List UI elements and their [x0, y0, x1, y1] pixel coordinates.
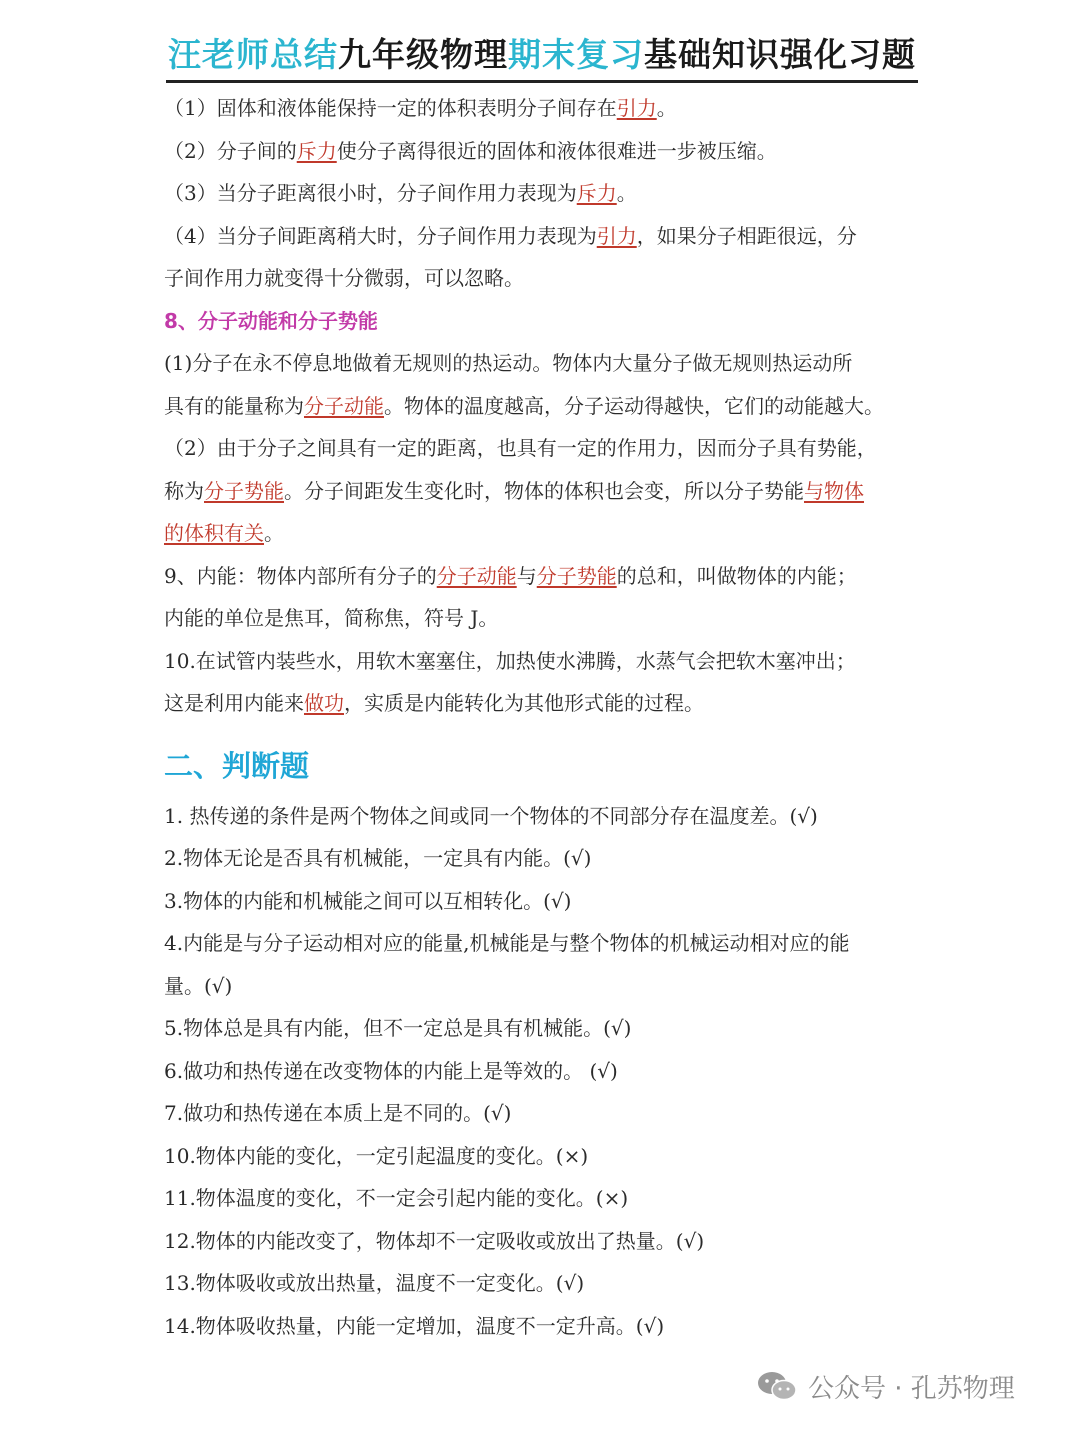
section-8-line: 的体积有关。: [164, 521, 284, 545]
answer-blank: 分子动能: [304, 394, 384, 418]
item-9-line: 内能的单位是焦耳，简称焦，符号 J。: [164, 606, 499, 630]
item-10-line: 这是利用内能来做功，实质是内能转化为其他形式能的过程。: [164, 691, 704, 715]
title-underline-divider: [166, 80, 918, 83]
answer-blank: 分子动能: [436, 564, 517, 588]
judge-item: 量。(√): [164, 974, 233, 998]
answer-blank: 引力: [596, 224, 637, 248]
answer-blank: 引力: [616, 96, 657, 120]
fill-line: （2）分子间的斥力使分子离得很近的固体和液体很难进一步被压缩。: [164, 139, 777, 163]
judge-item: 13.物体吸收或放出热量，温度不一定变化。(√): [164, 1271, 585, 1295]
answer-blank: 分子势能: [204, 479, 284, 503]
section-8-title: 8、分子动能和分子势能: [164, 309, 378, 333]
fill-line: 子间作用力就变得十分微弱，可以忽略。: [164, 266, 524, 290]
judge-item: 7.做功和热传递在本质上是不同的。(√): [164, 1101, 512, 1125]
title-part-grade: 九年级物理: [338, 35, 508, 74]
section-8-line: 称为分子势能。分子间距发生变化时，物体的体积也会变，所以分子势能与物体: [164, 479, 864, 503]
page-title: [166, 30, 918, 80]
answer-blank: 做功: [304, 691, 344, 715]
item-10-line: 10.在试管内装些水，用软木塞塞住，加热使水沸腾，水蒸气会把软木塞冲出；: [164, 649, 856, 673]
answer-blank: 与物体: [804, 479, 864, 503]
judge-item: 6.做功和热传递在改变物体的内能上是等效的。 (√): [164, 1059, 618, 1083]
title-part-topic: 基础知识强化习题: [644, 35, 916, 74]
answer-blank: 斥力: [576, 181, 617, 205]
section-8-line: （2）由于分子之间具有一定的距离，也具有一定的作用力，因而分子具有势能，: [164, 436, 877, 460]
fill-line: （3）当分子距离很小时，分子间作用力表现为斥力。: [164, 181, 637, 205]
item-9-line: 9、内能：物体内部所有分子的分子动能与分子势能的总和，叫做物体的内能；: [164, 564, 857, 588]
answer-blank: 分子势能: [536, 564, 617, 588]
wechat-icon: [756, 1369, 798, 1403]
judge-item: 14.物体吸收热量，内能一定增加，温度不一定升高。(√): [164, 1314, 665, 1338]
judge-item: 4.内能是与分子运动相对应的能量,机械能是与整个物体的机械运动相对应的能: [164, 931, 850, 955]
judge-item: 12.物体的内能改变了，物体却不一定吸收或放出了热量。(√): [164, 1229, 705, 1253]
judge-item: 1. 热传递的条件是两个物体之间或同一个物体的不同部分存在温度差。(√): [164, 804, 818, 828]
section-8-line: 具有的能量称为分子动能。物体的温度越高，分子运动得越快，它们的动能越大。: [164, 394, 884, 418]
title-part-review: 期末复习: [508, 35, 644, 74]
judge-section-heading: 二、判断题: [164, 749, 310, 783]
watermark: [756, 1366, 1015, 1406]
answer-blank: 斥力: [296, 139, 337, 163]
fill-line: （4）当分子间距离稍大时，分子间作用力表现为引力，如果分子相距很远，分: [164, 224, 857, 248]
watermark-text: 公众号 · 孔苏物理: [808, 1373, 1015, 1404]
answer-blank: 的体积有关: [164, 521, 264, 545]
judge-item: 11.物体温度的变化，不一定会引起内能的变化。(×): [164, 1186, 629, 1210]
section-8-line: (1)分子在永不停息地做着无规则的热运动。物体内大量分子做无规则热运动所: [164, 351, 853, 375]
judge-item: 5.物体总是具有内能，但不一定总是具有机械能。(√): [164, 1016, 632, 1040]
judge-item: 3.物体的内能和机械能之间可以互相转化。(√): [164, 889, 572, 913]
title-part-author: 汪老师总结: [168, 35, 338, 74]
judge-item: 10.物体内能的变化，一定引起温度的变化。(×): [164, 1144, 589, 1168]
judge-item: 2.物体无论是否具有机械能，一定具有内能。(√): [164, 846, 592, 870]
fill-line: （1）固体和液体能保持一定的体积表明分子间存在引力。: [164, 96, 677, 120]
